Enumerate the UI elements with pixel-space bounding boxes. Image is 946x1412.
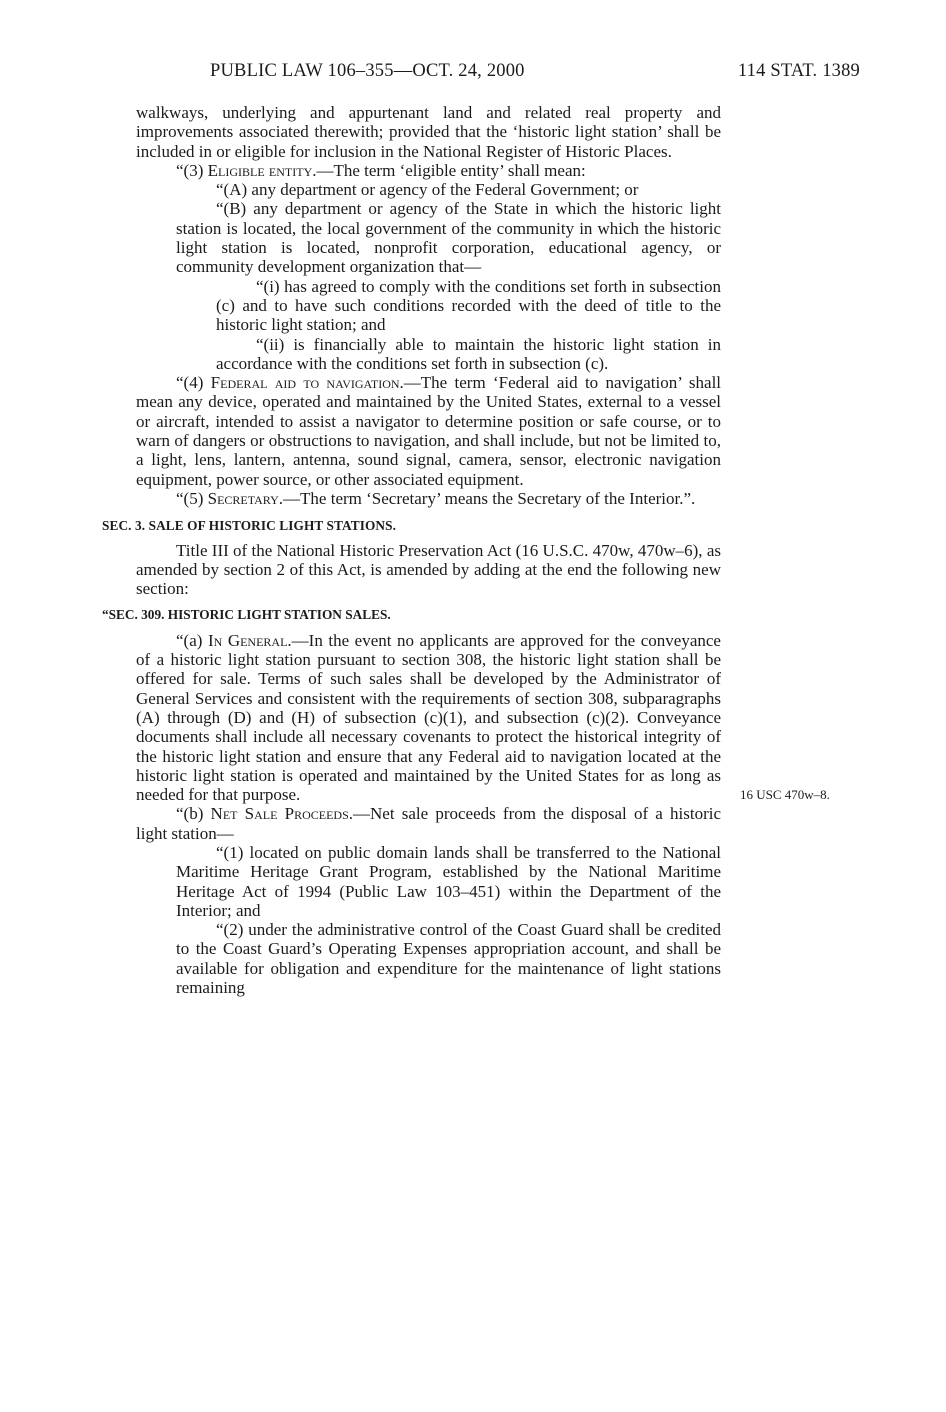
defined-term: Secretary — [207, 488, 279, 508]
defined-term: Net Sale Proceeds — [210, 804, 349, 824]
subparagraph-a: “(A) any department or agency of the Federal Government; or — [216, 180, 639, 200]
body-text — [102, 103, 722, 998]
section-3-heading: SEC. 3. SALE OF HISTORIC LIGHT STATIONS. — [102, 518, 397, 534]
header-title: PUBLIC LAW 106–355—OCT. 24, 2000 — [210, 61, 525, 81]
paragraph-secretary: “(5) Secretary.—The term ‘Secretary’ means the Secretary of the Interior.”. — [176, 488, 696, 508]
subparagraph-b: “(B) any department or agency of the State in which the historic light station is located, the local government of the community in which the historic light station is located, nonprofit corporation, educational agency, or community development organization that— — [176, 199, 721, 277]
clause-i: “(i) has agreed to comply with the conditions set forth in subsection (c) and to have such conditions recorded with the deed of title to the historic light station; and — [216, 276, 721, 335]
clause-ii: “(ii) is financially able to maintain the historic light station in accordance with the conditions set forth in subsection (c). — [216, 334, 721, 373]
defined-term: Eligible entity — [207, 160, 313, 180]
paragraph-eligible-entity: “(3) Eligible entity.—The term ‘eligible entity’ shall mean: — [176, 160, 586, 180]
margin-citation: 16 USC 470w–8. — [740, 787, 830, 802]
subsection-b-2: “(2) under the administrative control of the Coast Guard shall be credited to the Coast Guard’s Operating Expenses appropriation account, and shall be available for obligation and expenditure for the maintenance of light stations remaining — [176, 920, 721, 998]
paragraph-federal-aid: “(4) Federal aid to navigation.—The term ‘Federal aid to navigation’ shall mean any device, operated and maintained by the United States, external to a vessel or aircraft, intended to assist a navigator to determine position or safe course, or to warn of dangers or obstructions to navigation, and shall include, but not be limited to, a light, lens, lantern, antenna, sound signal, camera, sensor, electronic navigation equipment, power source, or other associated equipment. — [136, 373, 722, 489]
section-309-heading: “SEC. 309. HISTORIC LIGHT STATION SALES. — [102, 607, 391, 623]
defined-term: Federal aid to navigation — [210, 373, 400, 393]
subsection-b: “(b) Net Sale Proceeds.—Net sale proceeds from the disposal of a historic light station— — [136, 804, 721, 843]
header-stat-page: 114 STAT. 1389 — [737, 61, 860, 81]
running-header — [0, 61, 946, 87]
subsection-b-1: “(1) located on public domain lands shall be transferred to the National Maritime Heritage Grant Program, established by the National Maritime Heritage Act of 1994 (Public Law 103–451) within the Department of the Interior; and — [176, 842, 721, 920]
subsection-a: “(a) In General.—In the event no applicants are approved for the conveyance of a historic light station pursuant to section 308, the historic light station shall be offered for sale. Terms of such sales shall be developed by the Administrator of General Services and consistent with the requirements of section 308, subparagraphs (A) through (D) and (H) of subsection (c)(1), and subsection (c)(2). Conveyance documents shall include all necessary covenants to protect the historical integrity of the historic light station and ensure that any Federal aid to navigation located at the historic light station is operated and maintained by the United States for as long as needed for that purpose. — [136, 630, 721, 805]
section-3-body: Title III of the National Historic Preservation Act (16 U.S.C. 470w, 470w–6), as amended by section 2 of this Act, is amended by adding at the end the following new section: — [136, 540, 721, 599]
paragraph-continuation: walkways, underlying and appurtenant land and related real property and improvements associated therewith; provided that the ‘historic light station’ shall be included in or eligible for inclusion in the National Register of Historic Places. — [136, 103, 721, 161]
defined-term: In General — [207, 630, 288, 650]
